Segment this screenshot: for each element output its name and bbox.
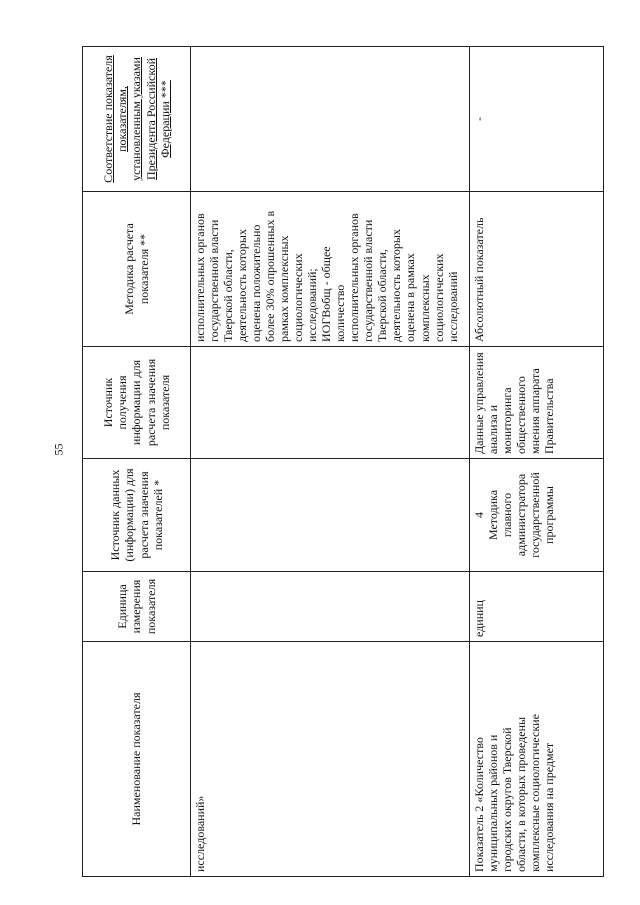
text-line: мнения аппарата: [528, 368, 543, 454]
cell-data-source: [470, 459, 604, 572]
text-line: более 30% опрошенных в: [263, 210, 278, 342]
text-line: деятельность которых: [389, 229, 404, 342]
header-unit: Единица измерения показателя: [83, 572, 191, 642]
text-line: области, в которых проведены: [514, 716, 529, 872]
text-line: социологических: [431, 253, 446, 342]
text-line: ИОГВобщ - общее: [319, 246, 334, 342]
text-line: анализа и: [486, 404, 501, 454]
text-line: городских округов Тверской: [500, 727, 515, 872]
text-line: мониторинга: [500, 387, 515, 454]
table-header-row: [83, 47, 191, 877]
table-row: [470, 47, 604, 877]
text-line: программы: [542, 486, 557, 544]
text-line: Данные управления: [472, 352, 486, 454]
cell-presidential-compliance: [191, 47, 470, 192]
text-line: деятельность которых: [235, 229, 250, 342]
text-line: Тверской области,: [221, 249, 236, 342]
header-presidential-compliance: Соответствие показателя показателям, установленным указами Президента Российской Федерации ***: [83, 47, 191, 192]
cell-info-source: [470, 347, 604, 459]
header-indicator-name: Наименование показателя: [83, 642, 191, 877]
text-line: общественного: [514, 376, 529, 454]
text-line: оценена положительно: [249, 224, 264, 342]
text-line: комплексных: [417, 274, 432, 342]
text-line: Тверской области,: [375, 249, 390, 342]
cell-info-source: [191, 347, 470, 459]
header-info-source: Источник получения информации для расчета значения показателя: [83, 347, 191, 459]
cell-indicator-name: исследований»: [191, 642, 470, 877]
page-number: 55: [51, 443, 66, 456]
text-line: комплексные социологические: [528, 714, 543, 872]
text-line: муниципальных районов и: [486, 734, 501, 872]
header-methodology: Методика расчета показателя **: [83, 192, 191, 347]
text-line: 4: [472, 512, 486, 518]
text-line: социологических: [291, 253, 306, 342]
text-line: рамках комплексных: [277, 235, 292, 342]
text-line: оценена в рамках: [403, 253, 418, 342]
cell-methodology: [191, 192, 470, 347]
cell-indicator-name: [470, 642, 604, 877]
cell-unit: единиц: [470, 572, 604, 642]
text-line: Методика: [486, 489, 501, 541]
cell-methodology: Абсолютный показатель: [470, 192, 604, 347]
text-line: исследований: [445, 271, 460, 342]
table-row: [191, 47, 470, 877]
cell-data-source: [191, 459, 470, 572]
indicator-table: [82, 46, 604, 877]
cell-presidential-compliance: -: [470, 47, 604, 192]
text-line: исследования на предмет: [542, 742, 557, 872]
rotated-table-container: [82, 47, 612, 877]
text-line: главного: [500, 492, 515, 538]
text-line: государственной: [528, 472, 543, 558]
text-line: Правительства: [542, 378, 557, 454]
text-line: исполнительных органов: [347, 213, 362, 342]
text-line: количество: [333, 284, 348, 342]
cell-unit: [191, 572, 470, 642]
text-line: исследований;: [305, 268, 320, 342]
text-line: государственной власти: [207, 219, 222, 342]
text-line: государственной власти: [361, 219, 376, 342]
text-line: администратора: [514, 473, 529, 557]
text-line: исполнительных органов: [193, 213, 207, 342]
header-data-source: Источник данных (информации) для расчета значения показателей *: [83, 459, 191, 572]
text-line: Показатель 2 «Количество: [472, 737, 486, 872]
